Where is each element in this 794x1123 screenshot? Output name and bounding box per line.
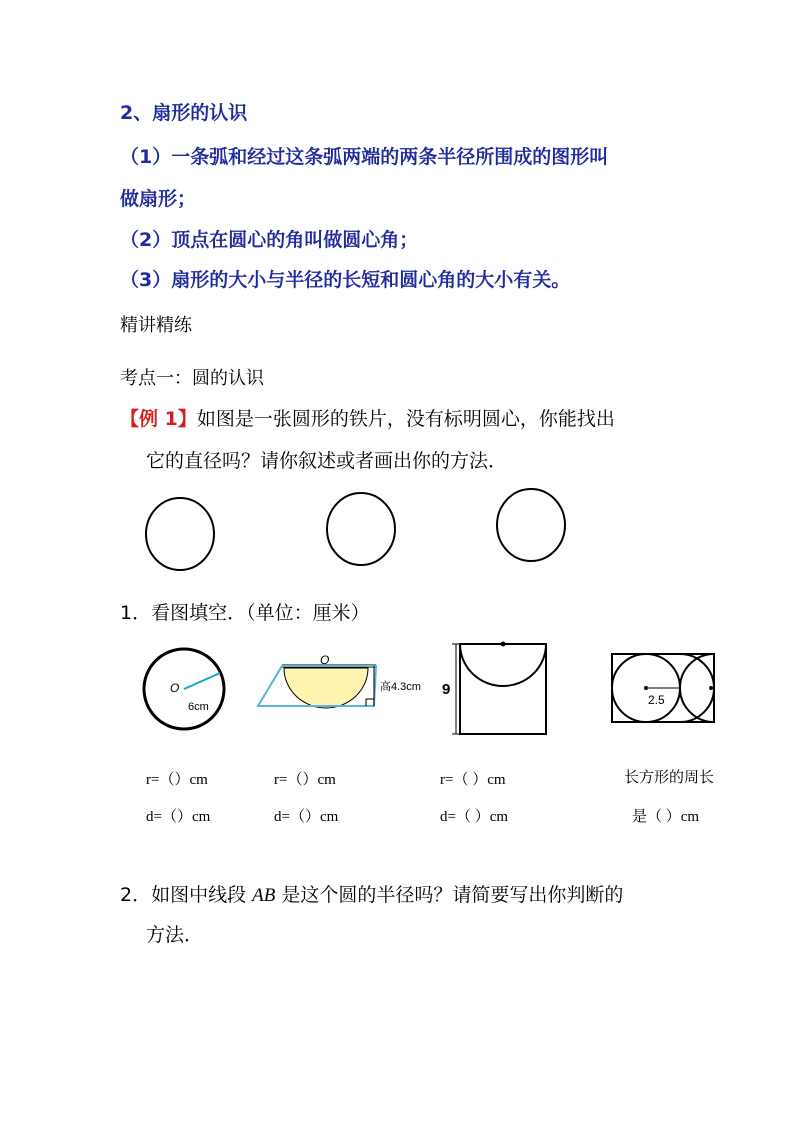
q1-figure-square <box>438 638 548 738</box>
point-heading: 考点一：圆的认识 <box>120 368 264 389</box>
q2-segment: AB <box>252 885 276 906</box>
q1-title: 1．看图填空．（单位：厘米） <box>120 602 370 624</box>
q1-fig1-center-label: O <box>170 681 180 695</box>
q2-prefix: 2．如图中线段 <box>120 884 247 906</box>
q1-figure-rectangle <box>606 648 726 738</box>
q1-fig2-height-label: 高4.3cm <box>380 681 421 693</box>
q1-blank-d-line2[interactable]: 是（ ）cm <box>632 809 700 825</box>
example-circle-2 <box>327 493 395 565</box>
q1-blank-a-d[interactable]: d=（）cm <box>146 809 211 825</box>
example-circle-1 <box>146 498 214 570</box>
q1-figure-trapezoid <box>256 654 436 724</box>
q1-blank-c-r[interactable]: r=（ ）cm <box>440 772 506 788</box>
example-line-2: 它的直径吗？请你叙述或者画出你的方法． <box>146 450 508 472</box>
q1-blank-a-r[interactable]: r=（）cm <box>146 772 208 788</box>
section-title: 2、扇形的认识 <box>120 102 248 124</box>
example-tag: 【例 1】 <box>120 408 197 430</box>
section-item-1-cont: 做扇形； <box>120 188 197 210</box>
practice-heading: 精讲精练 <box>120 315 192 336</box>
section-item-3: （3）扇形的大小与半径的长短和圆心角的大小有关。 <box>120 269 571 291</box>
q1-fig4-radius-label: 2.5 <box>648 693 665 707</box>
q1-fig3-semicircle <box>460 644 546 686</box>
q2-suffix: 是这个圆的半径吗？请简要写出你判断的 <box>281 884 624 906</box>
example-circles <box>0 492 794 572</box>
section-item-2: （2）顶点在圆心的角叫做圆心角； <box>120 229 419 251</box>
q1-blank-b-r[interactable]: r=（）cm <box>274 772 336 788</box>
q1-blank-b-d[interactable]: d=（）cm <box>274 809 339 825</box>
q1-fig1-radius-label: 6cm <box>188 701 209 713</box>
example-line-1 <box>120 404 615 431</box>
q1-fig2-semicircle <box>284 668 368 708</box>
q1-fig2-center-label: O <box>320 653 330 667</box>
q1-fig3-square <box>460 644 546 734</box>
q1-blank-d-line1: 长方形的周长 <box>624 770 715 786</box>
q1-fig1-radius <box>184 673 220 689</box>
q2-line-2: 方法． <box>146 924 204 946</box>
example-circle-3 <box>497 489 565 561</box>
example-text-1: 如图是一张圆形的铁片，没有标明圆心，你能找出 <box>196 408 615 430</box>
q2-line-1 <box>120 880 623 907</box>
q1-fig3-side-label: 9 <box>442 681 451 698</box>
q1-figure-circle <box>138 644 238 744</box>
section-item-1: （1）一条弧和经过这条弧两端的两条半径所围成的图形叫 <box>120 146 609 168</box>
q1-blank-c-d[interactable]: d=（ ）cm <box>440 809 509 825</box>
